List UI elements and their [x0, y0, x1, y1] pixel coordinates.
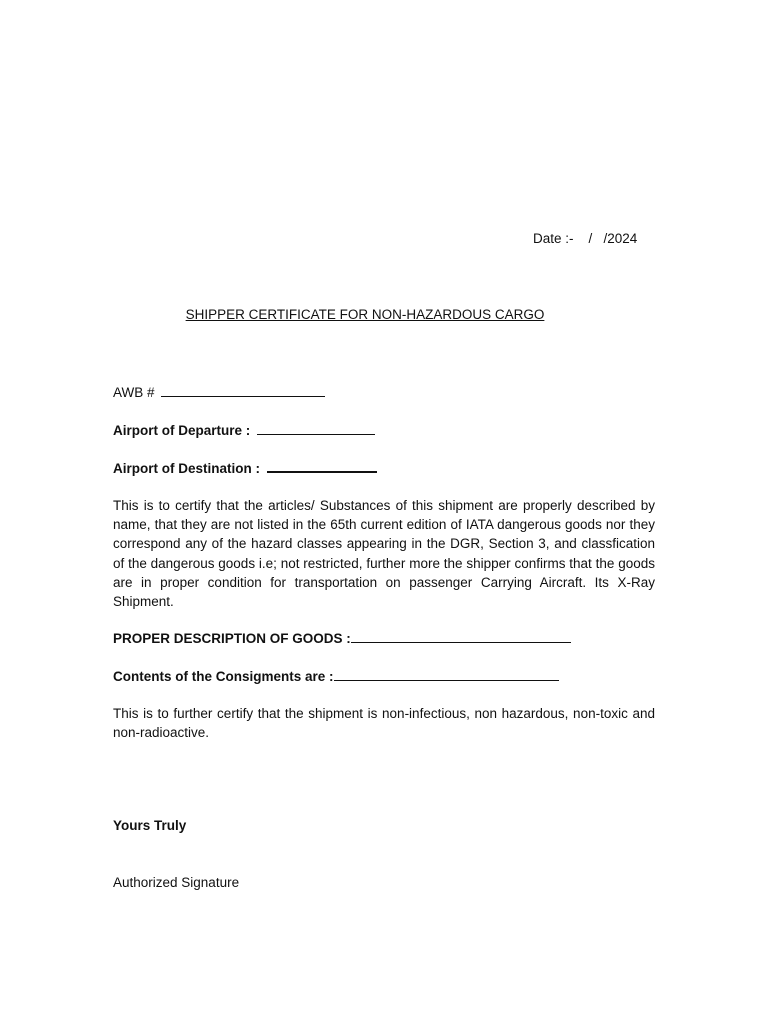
- document-title: SHIPPER CERTIFICATE FOR NON-HAZARDOUS CARGO: [185, 307, 545, 322]
- awb-label: AWB #: [113, 385, 155, 400]
- awb-field: [113, 383, 325, 400]
- awb-blank-line[interactable]: [161, 383, 325, 397]
- contents-field: [113, 667, 559, 684]
- departure-field: [113, 421, 375, 438]
- destination-field: [113, 458, 377, 476]
- description-field: [113, 629, 571, 646]
- signature-label: Authorized Signature: [113, 875, 240, 890]
- contents-label: Contents of the Consigments are :: [113, 669, 334, 684]
- further-certification-paragraph: This is to further certify that the shipment is non-infectious, non hazardous, non-toxic and non-radioactive.: [113, 706, 655, 741]
- date-value: / /2024: [588, 231, 638, 246]
- departure-blank-line[interactable]: [257, 421, 375, 435]
- description-blank-line[interactable]: [351, 629, 571, 643]
- description-label: PROPER DESCRIPTION OF GOODS :: [113, 631, 351, 646]
- closing-text: Yours Truly: [113, 818, 187, 833]
- certification-paragraph: This is to certify that the articles/ Substances of this shipment are properly described by name, that they are not listed in the 65th current edition of IATA dangerous goods nor they correspond any of the hazard classes appearing in the DGR, Section 3, and classfication of the dangerous goods i.e; not restricted, further more the shipper confirms that the goods are in proper condition for transportation on passenger Carrying Aircraft. Its X-Ray Shipment.: [113, 498, 655, 610]
- destination-label: Airport of Destination :: [113, 461, 260, 476]
- date-label: Date :-: [533, 231, 574, 246]
- date-line: [533, 231, 637, 246]
- contents-blank-line[interactable]: [334, 667, 559, 681]
- departure-label: Airport of Departure :: [113, 423, 251, 438]
- destination-blank-line[interactable]: [267, 458, 377, 473]
